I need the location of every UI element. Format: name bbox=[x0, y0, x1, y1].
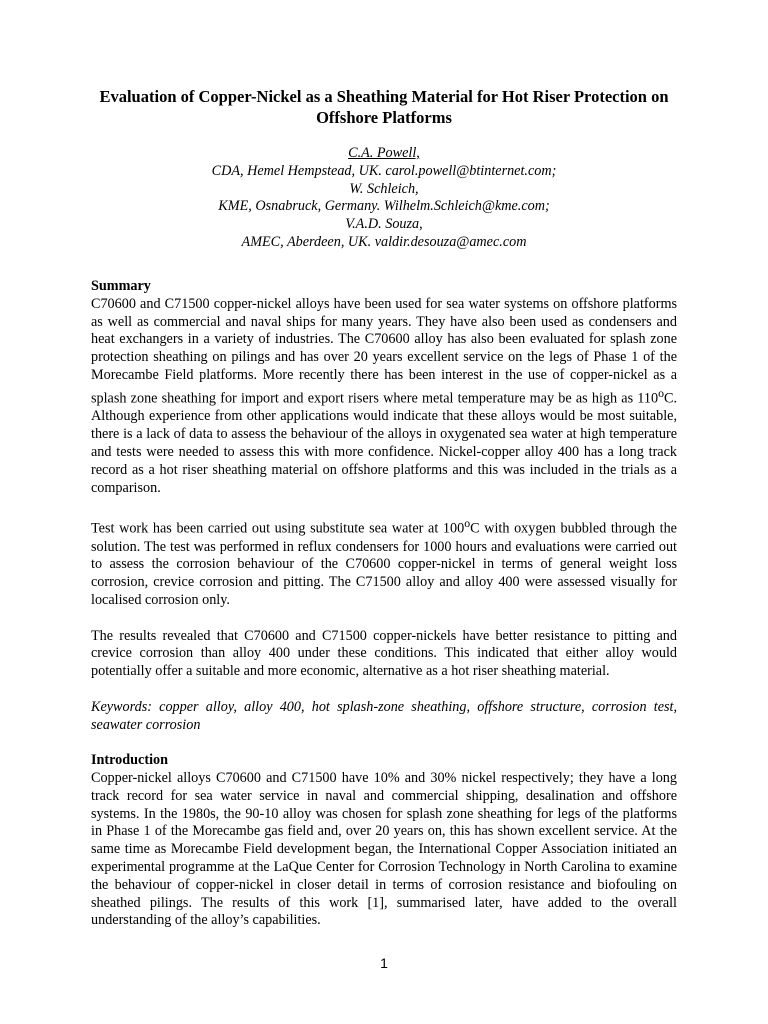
author-name-3: V.A.D. Souza, bbox=[345, 216, 423, 233]
paper-title: Evaluation of Copper-Nickel as a Sheathing Material for Hot Riser Protection on Offshore Platforms bbox=[99, 87, 669, 127]
paper-body bbox=[91, 278, 677, 930]
page-number: 1 bbox=[380, 955, 388, 971]
keywords: Keywords: copper alloy, alloy 400, hot splash-zone sheathing, offshore structure, corrosion test, seawater corrosion bbox=[91, 698, 677, 733]
introduction-paragraph-1: Copper-nickel alloys C70600 and C71500 have 10% and 30% nickel respectively; they have a long track record for sea water service in naval and commercial shipping, desalination and offshore systems. In the 1980s, the 90-10 alloy was chosen for splash zone sheathing for legs of the platforms in Phase 1 of the Morecambe gas field and, over 20 years on, this has shown excellent service. At the same time as Morecambe Field development began, the International Copper Association initiated an experimental programme at the LaQue Center for Corrosion Technology in North Carolina to examine the behaviour of copper-nickel in closer detail in terms of corrosion resistance and biofouling on sheathed pilings. The results of this work [1], summarised later, have added to the overall understanding of the alloy’s capabilities. bbox=[91, 769, 677, 929]
author-name-2: W. Schleich, bbox=[349, 180, 419, 197]
author-name-1: C.A. Powell, bbox=[348, 145, 420, 161]
degree-superscript: o bbox=[658, 385, 664, 400]
summary-p2-text-a: Test work has been carried out using substitute sea water at 100 bbox=[91, 520, 465, 537]
introduction-heading: Introduction bbox=[91, 752, 168, 769]
summary-paragraph-2 bbox=[91, 515, 677, 610]
summary-p2-text-b: C with oxygen bubbled through the solution. The test was performed in reflux condensers for 1000 hours and evaluations were carried out to assess the corrosion behaviour of the C70600 copper-nickel in terms of general weight loss corrosion, crevice corrosion and pitting. The C71500 alloy and alloy 400 were assessed visually for localised corrosion only. bbox=[91, 520, 677, 609]
summary-paragraph-1 bbox=[91, 296, 677, 498]
summary-p1-text-b: C. Although experience from other applications would indicate that these alloys would be most suitable, there is a lack of data to assess the behaviour of the alloys in oxygenated sea water at high temperature and tests were needed to assess this with more confidence. Nickel-copper alloy 400 has a long track record as a hot riser sheathing material on offshore platforms and this was included in the trials as a comparison. bbox=[91, 390, 677, 496]
author-affiliation-3: AMEC, Aberdeen, UK. valdir.desouza@amec.com bbox=[241, 233, 527, 250]
author-affiliation-1: CDA, Hemel Hempstead, UK. carol.powell@btinternet.com; bbox=[211, 162, 557, 179]
author-block bbox=[90, 145, 678, 252]
author-affiliation-2: KME, Osnabruck, Germany. Wilhelm.Schleich@kme.com; bbox=[218, 198, 550, 215]
summary-heading: Summary bbox=[91, 278, 151, 294]
summary-p1-text-a: C70600 and C71500 copper-nickel alloys have been used for sea water systems on offshore platforms as well as commercial and naval ships for many years. They have also been used as condensers and heat exchangers in a variety of industries. The C70600 alloy has also been evaluated for splash zone protection sheathing on pilings and has over 20 years excellent service on the legs of Phase 1 of the Morecambe Field platforms. More recently there has been interest in the use of copper-nickel as a splash zone sheathing for import and export risers where metal temperature may be as high as 110 bbox=[91, 295, 677, 407]
summary-paragraph-3: The results revealed that C70600 and C71500 copper-nickels have better resistance to pitting and crevice corrosion than alloy 400 under these conditions. This indicated that either alloy would potentially offer a suitable and more economic, alternative as a hot riser sheathing material. bbox=[91, 627, 677, 680]
degree-superscript: o bbox=[464, 516, 471, 531]
